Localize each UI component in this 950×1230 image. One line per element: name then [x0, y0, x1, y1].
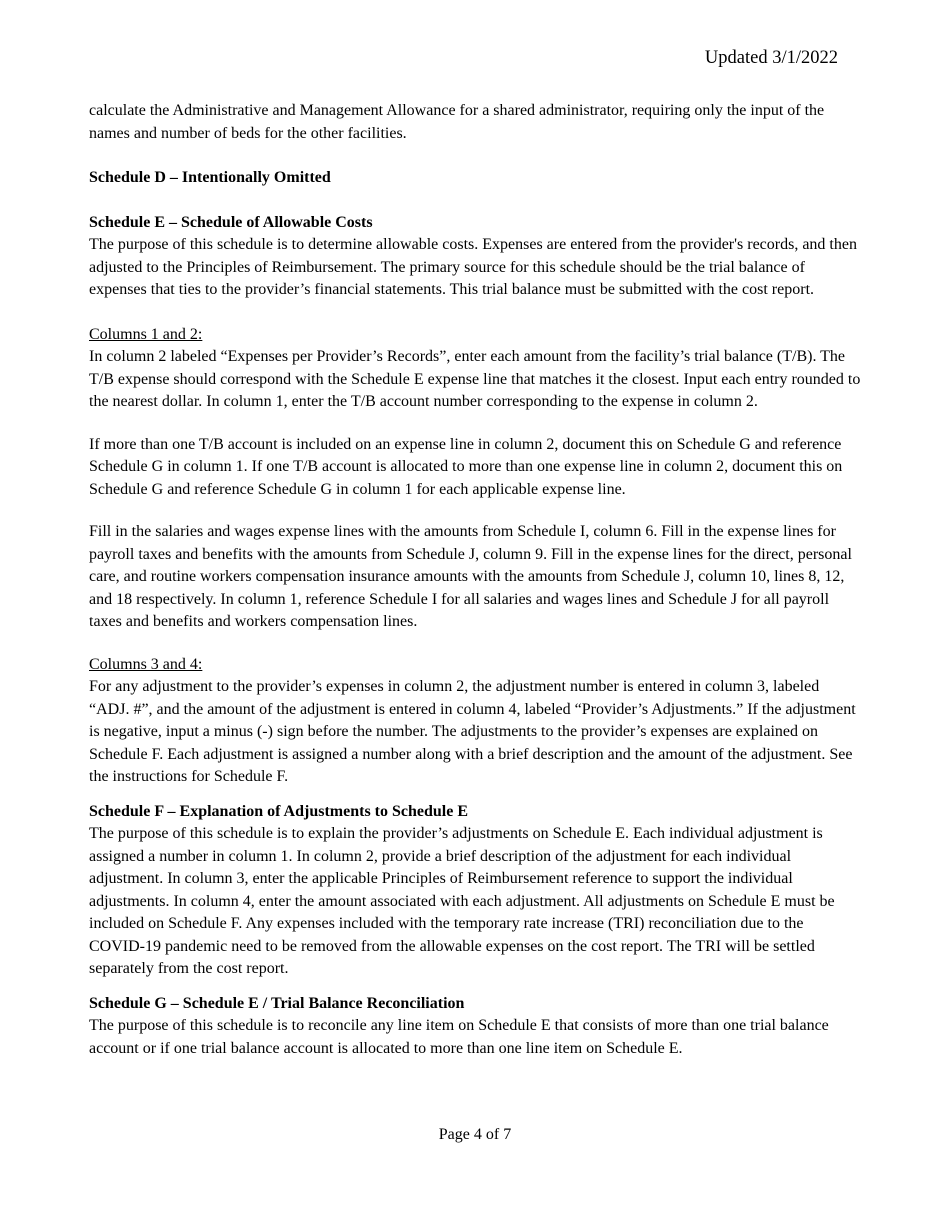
intro-continuation-paragraph: calculate the Administrative and Management Allowance for a shared administrator, requiring only the input of the names and number of beds for the other facilities. [89, 102, 825, 142]
columns-1-2-subheading-text: Columns 1 and 2: [89, 325, 203, 343]
columns-1-2-subheading [89, 324, 861, 347]
columns-3-4-subheading-text: Columns 3 and 4: [89, 655, 203, 673]
schedule-e-heading: Schedule E – Schedule of Allowable Costs [89, 213, 373, 231]
page-number: Page 4 of 7 [438, 1126, 512, 1143]
columns-1-2-paragraph-2: If more than one T/B account is included on an expense line in column 2, document this on Schedule G and reference Schedule G in column 1. If one T/B account is allocated to more than one expense line in column 2, document this on Schedule G and reference Schedule G in column 1 for each applicable expense line. [89, 435, 843, 498]
schedule-g-heading: Schedule G – Schedule E / Trial Balance Reconciliation [89, 994, 465, 1012]
updated-date: Updated 3/1/2022 [704, 48, 838, 68]
columns-1-2-paragraph-3: Fill in the salaries and wages expense lines with the amounts from Schedule I, column 6. Fill in the expense lines for payroll taxes and benefits with the amounts from Schedule J, column 9. Fill in the expense lines for the direct, personal care, and routine workers compensation insurance amounts with the amounts from Schedule J, column 10, lines 8, 12, and 18 respectively. In column 1, reference Schedule I for all salaries and wages lines and Schedule J for all payroll taxes and benefits and workers compensation lines. [89, 523, 852, 630]
schedule-g-purpose-paragraph: The purpose of this schedule is to reconcile any line item on Schedule E that consists of more than one trial balance account or if one trial balance account is allocated to more than one line item on Schedule E. [89, 1017, 829, 1057]
columns-3-4-subheading [89, 654, 861, 677]
document-body [89, 100, 861, 1060]
schedule-f-heading: Schedule F – Explanation of Adjustments to Schedule E [89, 802, 469, 820]
schedule-d-heading: Schedule D – Intentionally Omitted [89, 169, 331, 186]
columns-1-2-paragraph-1: In column 2 labeled “Expenses per Provider’s Records”, enter each amount from the facility’s trial balance (T/B). The T/B expense should correspond with the Schedule E expense line that matches it the closest. Input each entry rounded to the nearest dollar. In column 1, enter the T/B account number corresponding to the expense in column 2. [89, 348, 861, 410]
schedule-e-purpose-paragraph: The purpose of this schedule is to determine allowable costs. Expenses are entered from the provider's records, and then adjusted to the Principles of Reimbursement. The primary source for this schedule should be the trial balance of expenses that ties to the provider’s financial statements. This trial balance must be submitted with the cost report. [89, 236, 857, 298]
columns-3-4-paragraph-1: For any adjustment to the provider’s expenses in column 2, the adjustment number is entered in column 3, labeled “ADJ. #”, and the amount of the adjustment is entered in column 4, labeled “Provider’s Adjustments.” If the adjustment is negative, input a minus (-) sign before the number. The adjustments to the provider’s expenses are explained on Schedule F. Each adjustment is assigned a number along with a brief description and the amount of the adjustment. See the instructions for Schedule F. [89, 678, 856, 785]
schedule-f-purpose-paragraph: The purpose of this schedule is to explain the provider’s adjustments on Schedule E. Each individual adjustment is assigned a number in column 1. In column 2, provide a brief description of the adjustment for each individual adjustment. In column 3, enter the applicable Principles of Reimbursement reference to support the individual adjustments. In column 4, enter the amount associated with each adjustment. All adjustments on Schedule E must be included on Schedule F. Any expenses included with the temporary rate increase (TRI) reconciliation due to the COVID-19 pandemic need to be removed from the allowable expenses on the cost report. The TRI will be settled separately from the cost report. [89, 825, 835, 977]
